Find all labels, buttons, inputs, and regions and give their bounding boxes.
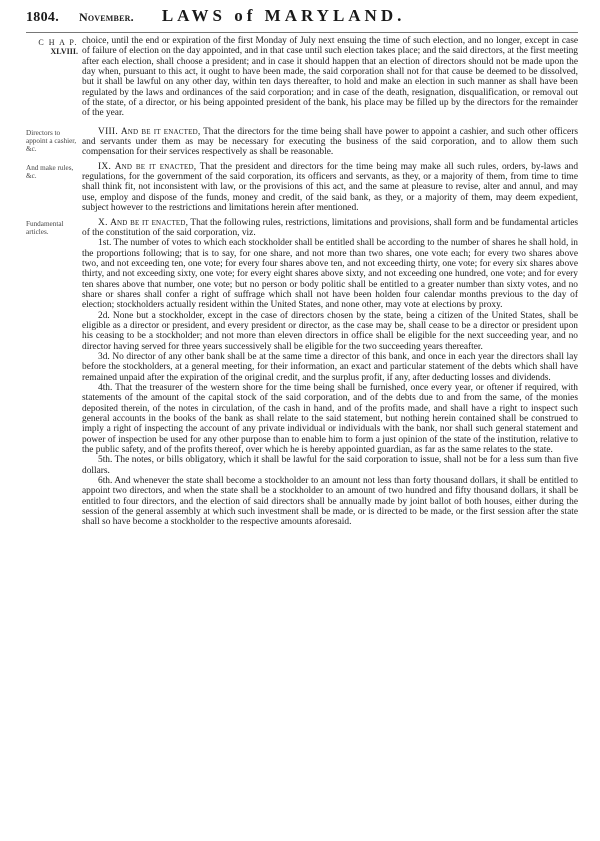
section-9	[26, 162, 578, 214]
header-title: LAWS of MARYLAND.	[161, 6, 406, 25]
chapter-number: XLVIII.	[50, 47, 78, 56]
header-year: 1804.	[26, 10, 59, 25]
section-9-number: IX.	[98, 161, 112, 172]
article-1st: 1st. The number of votes to which each stockholder shall be entitled shall be according to the number of shares he shall hold, in the proportions following; that is to say, for one share, and not more than two shares, one vote each; for every two shares above two, and not exceeding ten, one vote; for every four shares above ten, and not exceeding thirty, one vote; for every six shares above thirty, and not exceeding sixty, one vote; for every eight shares above sixty, and not exceeding one hundred, one vote; and for every ten shares above that number, one vote; but no person or body politic shall be entitled to a greater number than sixty votes, and no share or shares shall confer a right of suffrage which shall not have been holden four calendar months previous to the day of election; stockholders actually resident within the United States, and none other, may vote at elections by proxy.	[82, 238, 578, 311]
article-5th: 5th. The notes, or bills obligatory, which it shall be lawful for the said corporation to issue, shall not be for a less sum than five dollars.	[82, 455, 578, 476]
chapter-label: C H A P.	[38, 38, 78, 47]
section-8-enacting: And be it enacted,	[120, 126, 201, 137]
page-body	[26, 36, 578, 528]
section-9-paragraph	[82, 162, 578, 214]
header-month: November.	[79, 10, 134, 24]
section-10	[26, 218, 578, 528]
section-9-enacting: And be it enacted,	[114, 161, 197, 172]
section-8-number: VIII.	[98, 126, 118, 137]
margin-note-sec8: Directors to appoint a cashier, &c.	[26, 128, 77, 153]
article-2d: 2d. None but a stockholder, except in the case of directors chosen by the state, being a citizen of the United States, shall be eligible as a director or president, and every president or director, as the case may be, shall cease to be a director or president upon his ceasing to be a stockholder; and not more than eleven directors in office shall be eligible for the next succeeding year, and no director having served for three years successively shall be eligible for the two succeeding years thereafter.	[82, 310, 578, 352]
section-8	[26, 127, 578, 158]
chapter-marker	[26, 36, 82, 123]
page-header	[26, 6, 578, 33]
section-9-text: That the president and directors for the time being may make all such rules, orders, by-laws and regulations, for the government of the said corporation, its officers and servants, as they, or a majority of them, from time to time shall think fit, not inconsistent with law, or the provisions of this act, and the same at pleasure to revise, alter and annul, and may use, employ and dispose of the funds, money and credit, of the said bank, as they, or a majority of them, may deem expedient, subject however to the restrictions and limitations herein after mentioned.	[82, 161, 579, 214]
section-10-enacting: And be it enacted,	[110, 217, 189, 228]
margin-note-sec10: Fundamental articles.	[26, 219, 64, 236]
article-4th: 4th. That the treasurer of the western shore for the time being shall be furnished, once every year, or oftener if required, with statements of the amount of the capital stock of the said corporation, and of the debts due to and from the same, of the monies deposited therein, of the notes in circulation, of the cash in hand, and of the profits made, and shall have a right to inspect such general accounts in the books of the bank as shall relate to the said statement, but nothing herein contained shall be construed to imply a right of inspecting the account of any private individual or individuals with the bank, nor shall such general statement and power of inspection be used for any other purpose than to enable him to form a just opinion of the state of the institution, relative to the public safety, and of the profits thereof, over which he is hereby appointed guardian, as far as the same relates to the state.	[82, 383, 578, 456]
section-10-text: That the following rules, restrictions, limitations and provisions, shall form and be fundamental articles of the constitution of the said corporation, viz.	[82, 217, 579, 238]
section-10-body	[82, 218, 578, 528]
section-8-text: That the directors for the time being shall have power to appoint a cashier, and such other officers and servants under them as may be necessary for executing the business of the said corporation, and to allow them such compensation for their services respectively as shall be reasonable.	[82, 126, 578, 158]
article-3d: 3d. No director of any other bank shall be at the same time a director of this bank, and once in each year the directors shall lay before the stockholders, at a general meeting, for their information, an exact and particular statement of the debts which shall have remained unpaid after the expiration of the original credit, and the surplus profit, if any, after deducting losses and dividends.	[82, 351, 578, 383]
margin-note-sec9: And make rules, &c.	[26, 163, 74, 180]
section-8-paragraph	[82, 127, 578, 158]
continuation-block	[26, 36, 578, 123]
section-10-intro	[82, 218, 578, 239]
section-10-number: X.	[98, 217, 108, 228]
continuation-paragraph: choice, until the end or expiration of the first Monday of July next ensuing the time of such election, and no longer, except in case of failure of election on the day appointed, and in that case until such election takes place; and the said directors, at the first meeting after each election, shall choose a president; and in case it should happen that an election of directors should not be made upon the day when, pursuant to this act, it ought to have been made, the said corporation shall not for that cause be deemed to be dissolved, but it shall be lawful on any other day, within ten days thereafter, to hold and make an election in such manner as shall have been regulated by the laws and ordinances of the said corporation; and in case of the death, resignation, disqualification, or removal out of the state, of a director, or his being appointed president of the bank, his place may be filled up by the directors for the remainder of the year.	[82, 36, 578, 119]
article-6th: 6th. And whenever the state shall become a stockholder to an amount not less than forty thousand dollars, it shall be entitled to appoint two directors, and when the state shall be a stockholder to an amount of two hundred and fifty thousand dollars, it shall be entitled to four directors, and the election of said directors shall be annually made by joint ballot of both houses, either during the session of the general assembly at which such investment shall be made, or is directed to be made, or the first session after the state shall so have become a stockholder to the respective amounts aforesaid.	[82, 476, 578, 528]
